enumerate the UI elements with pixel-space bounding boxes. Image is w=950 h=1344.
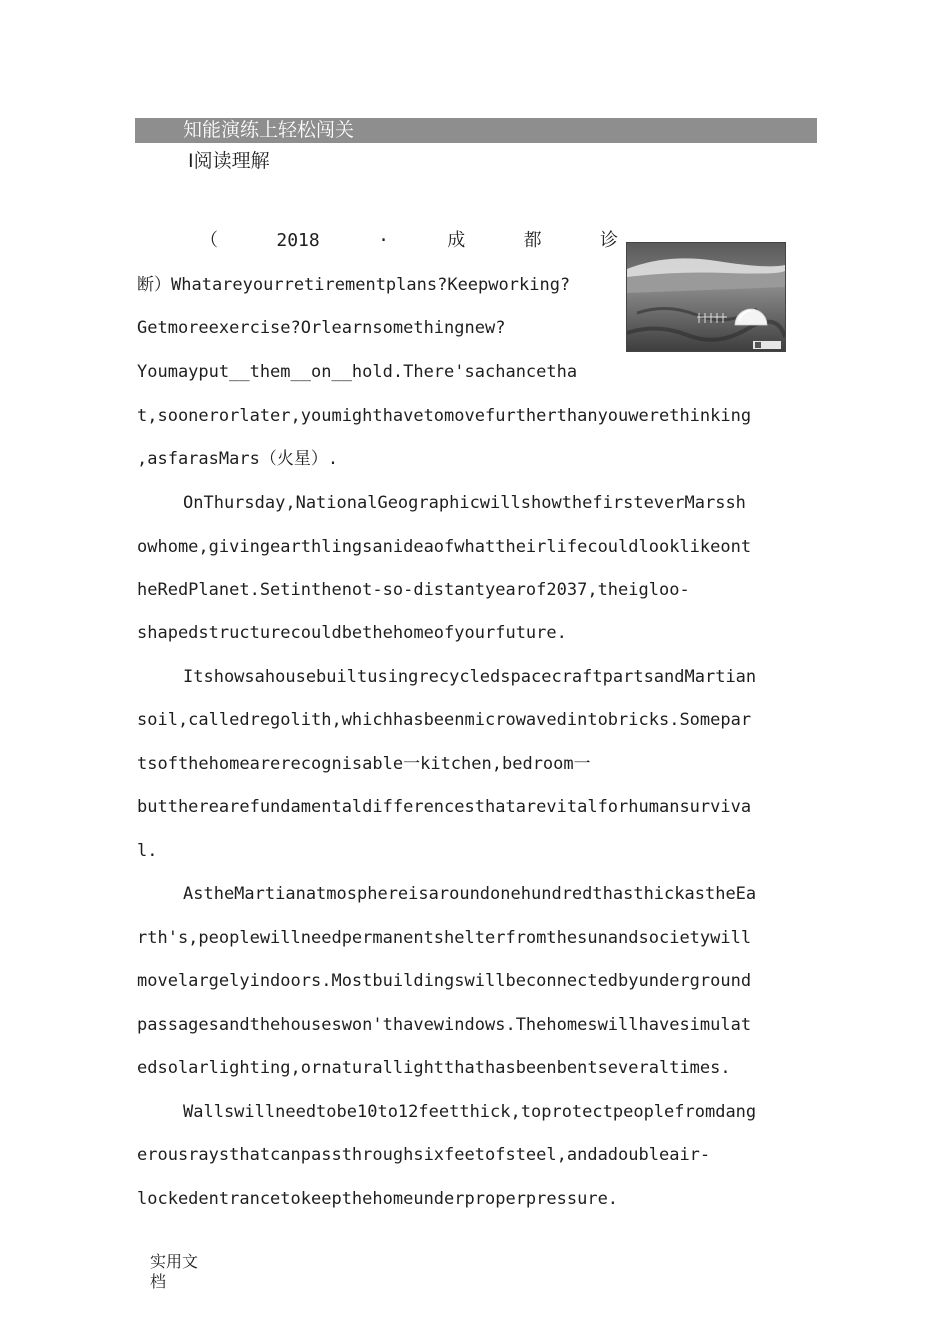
paragraph-1-line-2: Getmoreexercise?Orlearnsomethingnew? bbox=[137, 318, 506, 338]
paragraph-1-line-5: ,asfarasMars（火星）. bbox=[137, 449, 339, 469]
paragraph-2-line-1: OnThursday,NationalGeographicwillshowthefirsteverMarssh bbox=[183, 493, 746, 513]
paragraph-1-line-1: 断）Whatareyourretirementplans?Keepworking? bbox=[137, 275, 571, 295]
source-dot: · bbox=[378, 230, 389, 251]
source-year: 2018 bbox=[276, 230, 320, 251]
paragraph-3-line-5: l. bbox=[137, 841, 158, 861]
paragraph-1-line-3: Youmayput__them__on__hold.There'sachancetha bbox=[137, 362, 578, 382]
paragraph-5-line-1: Wallswillneedtobe10to12feetthick,toprotectpeoplefromdang bbox=[183, 1102, 757, 1122]
banner-title: 知能演练上轻松闯关 bbox=[183, 119, 355, 141]
source-paren: （ bbox=[200, 230, 218, 251]
paragraph-4-line-2: rth's,peoplewillneedpermanentshelterfromthesunandsocietywill bbox=[137, 928, 752, 948]
paragraph-2-line-4: shapedstructurecouldbethehomeofyourfuture. bbox=[137, 623, 567, 643]
section-heading: Ⅰ阅读理解 bbox=[188, 150, 270, 172]
section-banner bbox=[135, 118, 817, 143]
paragraph-4-line-3: movelargelyindoors.Mostbuildingswillbeconnectedbyunderground bbox=[137, 971, 752, 991]
source-char-2: 都 bbox=[523, 230, 542, 251]
paragraph-3-line-4: buttherearefundamentaldifferencesthatarevitalforhumansurviva bbox=[137, 797, 752, 817]
paragraph-4-line-5: edsolarlighting,ornaturallightthathasbeenbentseveraltimes. bbox=[137, 1058, 731, 1078]
paragraph-4-line-1: AstheMartianatmosphereisaroundonehundredthasthickastheEa bbox=[183, 884, 757, 904]
paragraph-5-line-3: lockedentrancetokeepthehomeunderproperpressure. bbox=[137, 1189, 619, 1209]
paragraph-2-line-2: owhome,givingearthlingsanideaofwhattheirlifecouldlooklikeont bbox=[137, 537, 752, 557]
paragraph-3-line-2: soil,calledregolith,whichhasbeenmicrowavedintobricks.Somepar bbox=[137, 710, 752, 730]
paragraph-1-line-4: t,soonerorlater,youmighthavetomovefurtherthanyouwerethinking bbox=[137, 406, 752, 426]
source-char-3: 诊 bbox=[600, 230, 618, 251]
paragraph-5-line-2: erousraysthatcanpassthroughsixfeetofsteel,andadoubleair- bbox=[137, 1145, 711, 1165]
source-citation bbox=[200, 229, 618, 253]
footer-label: 实用文档 bbox=[150, 1252, 199, 1291]
paragraph-3-line-1: ItshowsahousebuiltusingrecycledspacecraftpartsandMartian bbox=[183, 667, 757, 687]
paragraph-3-line-3: tsofthehomearerecognisable一kitchen,bedroom一 bbox=[137, 754, 591, 774]
paragraph-4-line-4: passagesandthehouseswon'thavewindows.Thehomeswillhavesimulat bbox=[137, 1015, 752, 1035]
source-char-1: 成 bbox=[447, 230, 466, 251]
mars-habitat-photo bbox=[626, 242, 786, 352]
paragraph-2-line-3: heRedPlanet.Setinthenot-so-distantyearof2037,theigloo- bbox=[137, 580, 690, 600]
